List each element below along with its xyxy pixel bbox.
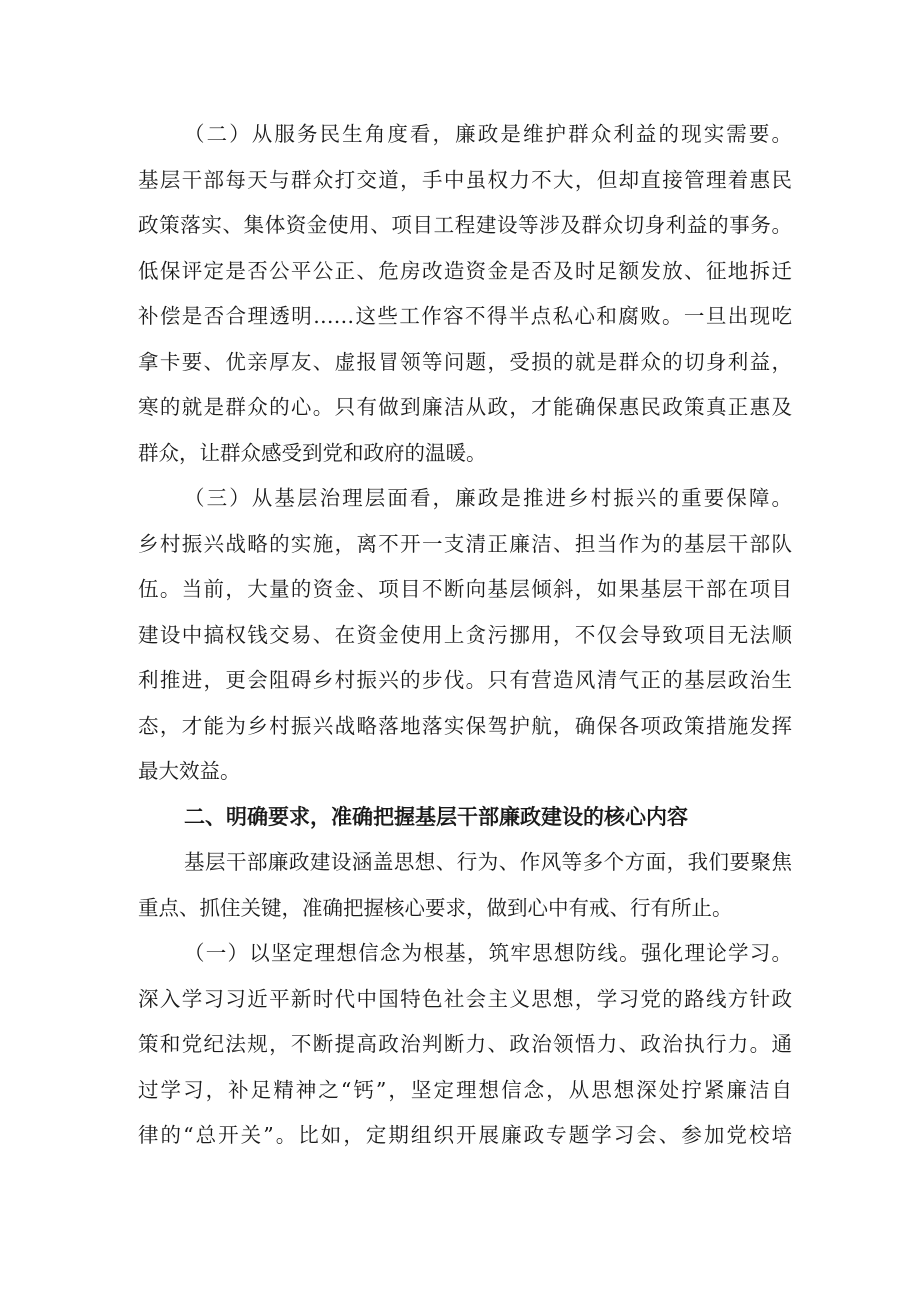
text-line: （二）从服务民生角度看，廉政是维护群众利益的现实需要。 xyxy=(184,122,792,146)
text-line: 补偿是否合理透明……这些工作容不得半点私心和腐败。一旦出现吃 xyxy=(138,304,792,328)
text-line: 过学习，补足精神之“钙”，坚定理想信念，从思想深处拧紧廉洁自 xyxy=(138,1078,792,1102)
text-line: 寒的就是群众的心。只有做到廉洁从政，才能确保惠民政策真正惠及 xyxy=(138,395,792,419)
text-line: 基层干部每天与群众打交道，手中虽权力不大，但却直接管理着惠民 xyxy=(138,168,792,192)
text-line: 利推进，更会阻碍乡村振兴的步伐。只有营造风清气正的基层政治生 xyxy=(138,668,792,692)
text-line: 重点、抓住关键，准确把握核心要求，做到心中有戒、行有所止。 xyxy=(138,896,733,920)
text-line: 拿卡要、优亲厚友、虚报冒领等问题，受损的就是群众的切身利益， xyxy=(138,350,792,374)
text-line: 最大效益。 xyxy=(138,759,241,783)
text-line: 伍。当前，大量的资金、项目不断向基层倾斜，如果基层干部在项目 xyxy=(138,577,792,601)
text-line: 律的“总开关”。比如，定期组织开展廉政专题学习会、参加党校培 xyxy=(138,1123,792,1147)
text-line: （三）从基层治理层面看，廉政是推进乡村振兴的重要保障。 xyxy=(184,486,792,510)
text-line: 建设中搞权钱交易、在资金使用上贪污挪用，不仅会导致项目无法顺 xyxy=(138,623,792,647)
section-heading: 二、明确要求，准确把握基层干部廉政建设的核心内容 xyxy=(184,805,688,829)
text-line: 政策落实、集体资金使用、项目工程建设等涉及群众切身利益的事务。 xyxy=(138,213,792,237)
text-line: 乡村振兴战略的实施，离不开一支清正廉洁、担当作为的基层干部队 xyxy=(138,532,792,556)
text-line: 态，才能为乡村振兴战略落地落实保驾护航，确保各项政策措施发挥 xyxy=(138,714,792,738)
text-line: （一）以坚定理想信念为根基，筑牢思想防线。强化理论学习。 xyxy=(184,941,792,965)
text-line: 深入学习习近平新时代中国特色社会主义思想，学习党的路线方针政 xyxy=(138,987,792,1011)
text-line: 低保评定是否公平公正、危房改造资金是否及时足额发放、征地拆迁 xyxy=(138,259,792,283)
text-line: 群众，让群众感受到党和政府的温暖。 xyxy=(138,441,487,465)
text-line: 策和党纪法规，不断提高政治判断力、政治领悟力、政治执行力。通 xyxy=(138,1032,792,1056)
text-line: 基层干部廉政建设涵盖思想、行为、作风等多个方面，我们要聚焦 xyxy=(184,850,792,874)
